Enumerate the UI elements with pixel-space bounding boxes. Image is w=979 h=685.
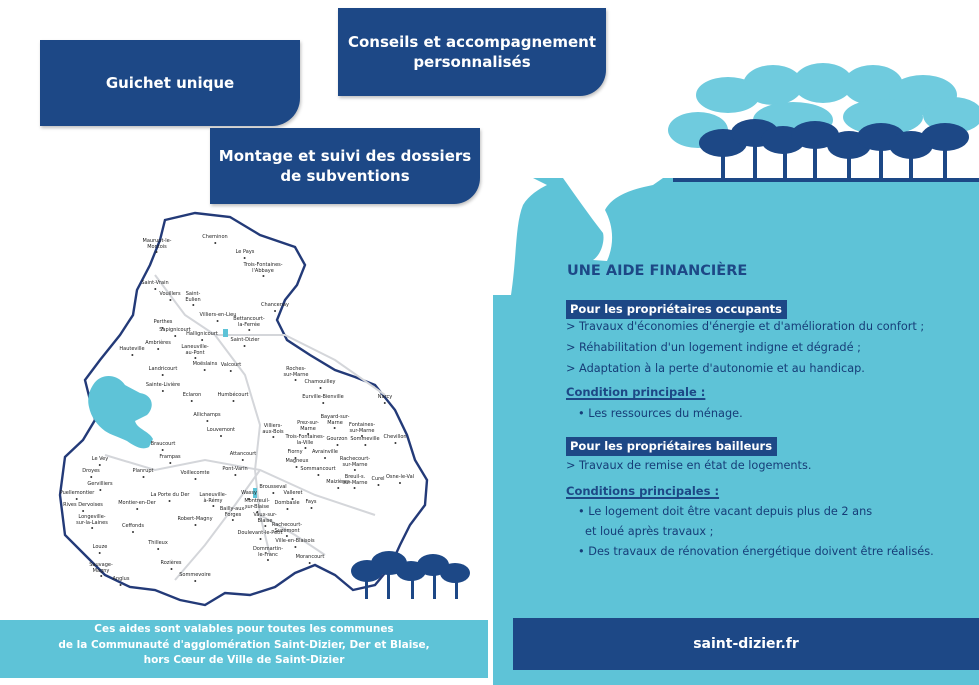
town-saint-dizier: Saint-Dizier (231, 338, 260, 347)
communes-notice-banner (0, 620, 488, 678)
conditions-item-1: • Le logement doit être vacant depuis plus de 2 ans (578, 505, 873, 518)
town-trois-fontaines-la-ville: Trois-Fontaines- la-Ville (285, 435, 324, 449)
town-eclaron: Eclaron (183, 393, 202, 402)
owners-occupants-label: Pour les propriétaires occupants (566, 300, 787, 319)
town-louze: Louze (93, 545, 108, 554)
town-moeslains: Moëslains (193, 362, 218, 371)
town-narcy: Narcy (378, 395, 392, 404)
town-thilleux: Thilleux (148, 541, 168, 550)
website-link[interactable]: saint-dizier.fr (693, 636, 799, 652)
town-frampas: Frampas (159, 455, 180, 464)
town-montier-en-der: Montier-en-Der (118, 501, 156, 510)
town-cheminon: Cheminon (202, 235, 227, 244)
town-valcourt: Valcourt (221, 363, 241, 372)
town-rachecourt-sur-marne: Rachecourt- sur-Marne (340, 457, 370, 471)
town-sommevoire: Sommevoire (179, 573, 210, 582)
communes-notice-line-3: hors Cœur de Ville de Saint-Dizier (143, 654, 345, 666)
town-le-vey: Le Vey (92, 457, 108, 466)
town-bailly-aux-forges: Bailly-aux- Forges (220, 507, 246, 521)
town-dommartin: Dommartin- le-Franc (253, 547, 283, 561)
town-rives-dervoises: Rives Dervoises (63, 503, 103, 512)
town-pont-varin: Pont-Varin (222, 467, 247, 476)
town-ville-en-blaisois: Ville-en-Blaisois (275, 539, 314, 548)
town-bayard: Bayard-sur- Marne (321, 415, 350, 429)
condition-item-1: • Les ressources du ménage. (578, 407, 743, 420)
town-rozieres: Rozières (160, 561, 181, 570)
guichet-unique-banner (40, 40, 300, 126)
town-puellemontier: Puellemontier (60, 491, 95, 500)
montage-line-1: Montage et suivi des dossiers (218, 147, 472, 165)
financial-aid-title: UNE AIDE FINANCIÈRE (567, 263, 748, 279)
town-morancourt: Morancourt (296, 555, 325, 564)
town-landricourt: Landricourt (149, 367, 178, 376)
occupants-item-3: > Adaptation à la perte d'autonomie et au handicap. (566, 362, 865, 375)
town-osne-le-val: Osne-le-Val (386, 475, 414, 484)
occupants-item-1: > Travaux d'économies d'énergie et d'amélioration du confort ; (566, 320, 925, 333)
town-rachecourt-suzemont: Rachecourt- Suzémont (272, 523, 302, 537)
town-wassy: Wassy (241, 491, 257, 500)
town-allichamps: Allichamps (193, 413, 220, 422)
town-la-porte-du-der: La Porte du Der (151, 493, 190, 502)
town-prez-sur-marne: Prez-sur- Marne (297, 421, 319, 435)
town-trois-fontaines: Trois-Fontaines- l'Abbaye (243, 263, 282, 277)
town-brousseval: Brousseval (259, 485, 286, 494)
town-laneuville-a-remy: Laneuville- à-Rémy (199, 493, 226, 507)
town-hallignicourt: Hallignicourt (186, 332, 218, 341)
guichet-unique-text: Guichet unique (105, 74, 235, 92)
town-villiers-en-lieu: Villiers-en-Lieu (200, 313, 237, 322)
town-sainte-liviere: Sainte-Livière (146, 383, 180, 392)
town-valleret: Valleret (284, 491, 303, 500)
town-chamouilley: Chamouilley (304, 380, 335, 389)
town-gervilliers: Gervilliers (87, 482, 112, 491)
town-humbecourt: Humbécourt (217, 393, 248, 402)
town-ambrieres: Ambrières (145, 341, 171, 350)
town-villiers-aux-bois: Villiers- aux-Bois (262, 424, 283, 438)
town-breuil: Breuil-s. sur-Marne (343, 475, 368, 489)
landlords-item-1: > Travaux de remise en état de logements. (566, 459, 812, 472)
conditions-item-3: • Des travaux de rénovation énergétique doivent être réalisés. (578, 545, 934, 558)
town-chevillon: Chevillon (383, 435, 406, 444)
town-magneux: Magneux (286, 459, 309, 468)
montage-line-2: de subventions (280, 167, 410, 185)
website-footer (513, 618, 979, 670)
condition-principale-label: Condition principale : (566, 385, 706, 399)
town-maizieres: Maizières (326, 480, 349, 489)
town-saint-eulien: Saint- Eulien (185, 292, 200, 306)
town-eurville: Eurville-Bienville (302, 395, 343, 404)
town-roches-sur-marne: Roches- sur-Marne (284, 367, 309, 381)
town-louvemont: Louvemont (207, 428, 235, 437)
town-voillecomte: Voillecomte (180, 471, 209, 480)
conseils-line-2: personnalisés (413, 53, 531, 71)
town-maurupt: Maurupt-le- Montois (143, 239, 172, 253)
town-montreuil-sur-blaise: Montreuil- sur-Blaise (244, 499, 269, 513)
town-fontaines-sur-marne: Fontaines- sur-Marne (349, 423, 375, 437)
town-le-pays: Le Pays (236, 250, 255, 259)
owners-landlords-label: Pour les propriétaires bailleurs (566, 437, 777, 456)
montage-banner (210, 128, 480, 204)
town-doulevant-le-petit: Doulevant-le-Petit (238, 531, 283, 540)
town-anglus: Anglus (113, 577, 130, 586)
town-vouillers: Vouillers (159, 292, 180, 301)
town-bettancourt: Bettancourt- la-Ferrée (233, 317, 264, 331)
town-braucourt: Braucourt (151, 442, 176, 451)
town-robert-magny: Robert-Magny (177, 517, 212, 526)
trees-illustration (493, 55, 979, 295)
town-laneuville-au-pont: Laneuville- au-Pont (181, 345, 208, 359)
territory-map (55, 195, 485, 615)
town-saint-vrain: Saint-Vrain (141, 281, 168, 290)
town-gourzon: Gourzon (326, 437, 347, 446)
town-vaux-sur-blaise: Vaux-sur- Blaise (253, 513, 276, 527)
town-planrupt: Planrupt (133, 469, 154, 478)
town-curel: Curel (371, 477, 384, 486)
town-fays: Fays (305, 500, 316, 509)
communes-notice-line-1: Ces aides sont valables pour toutes les communes (94, 623, 394, 635)
town-sauvage-magny: Sauvage- Magny (89, 563, 112, 577)
town-fiorny: Fiorny (287, 450, 302, 459)
conditions-principales-label: Conditions principales : (566, 484, 720, 498)
town-hauteville: Hauteville (119, 347, 144, 356)
town-longeville: Longeville- sur-la-Laines (76, 515, 108, 529)
town-sommancourt: Sommancourt (300, 467, 335, 476)
town-droyes: Droyes (82, 469, 100, 478)
town-dombasle: Dombasle (274, 501, 299, 510)
town-perthes: Perthes (154, 320, 173, 329)
town-avrainville: Avrainville (312, 450, 338, 459)
town-attancourt: Attancourt (230, 452, 256, 461)
town-sommeville: Sommeville (350, 437, 379, 446)
conditions-item-2: et loué après travaux ; (585, 525, 714, 538)
occupants-item-2: > Réhabilitation d'un logement indigne et dégradé ; (566, 341, 861, 354)
communes-notice-line-2: de la Communauté d'agglomération Saint-Dizier, Der et Blaise, (58, 638, 430, 651)
town-ceffonds: Ceffonds (122, 524, 144, 533)
conseils-line-1: Conseils et accompagnement (347, 33, 597, 51)
town-sapignicourt: Sapignicourt (159, 328, 191, 337)
town-chancenay: Chancenay (261, 303, 289, 312)
